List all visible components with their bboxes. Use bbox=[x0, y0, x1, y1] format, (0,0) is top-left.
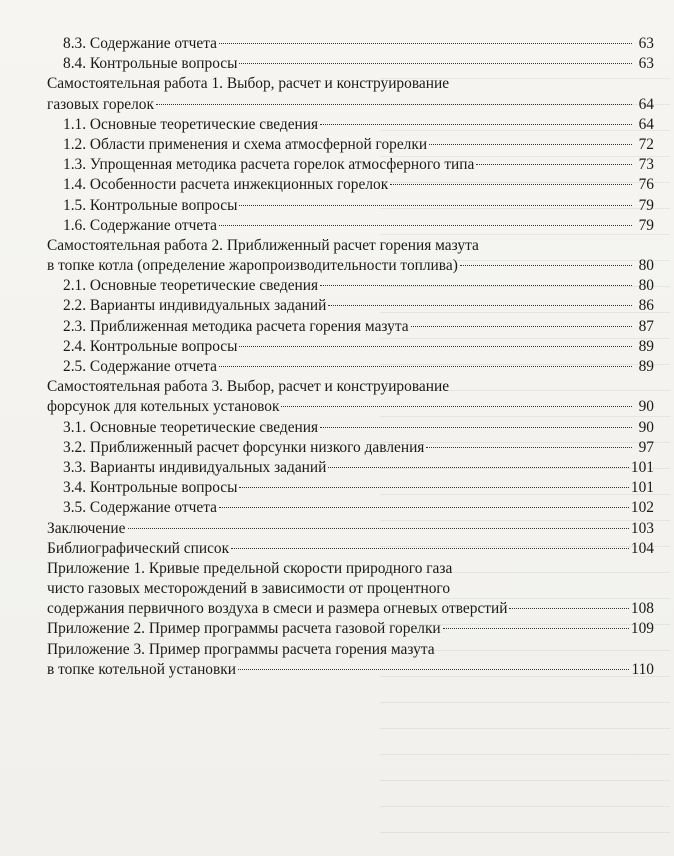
page-number: 76 bbox=[638, 176, 654, 194]
toc-entry-title: 3.1. Основные теоретические сведения bbox=[63, 418, 319, 436]
toc-entry-title-line: Приложение 1. Кривые предельной скорости природного газа bbox=[47, 559, 453, 577]
toc-entry-title: 3.3. Варианты индивидуальных заданий bbox=[63, 458, 327, 476]
toc-row bbox=[47, 196, 654, 216]
toc-entry-title: 2.1. Основные теоретические сведения bbox=[63, 277, 319, 295]
page-number: 80 bbox=[638, 257, 654, 275]
toc-entry bbox=[47, 377, 654, 417]
toc-row bbox=[47, 397, 654, 417]
toc-entry-title: 1.6. Содержание отчета bbox=[63, 216, 217, 234]
toc-entry-title: 2.4. Контрольные вопросы bbox=[63, 337, 238, 355]
toc-entry-title-line: Самостоятельная работа 2. Приближенный расчет горения мазута bbox=[47, 236, 479, 254]
toc-entry-title: в топке котельной установки bbox=[47, 660, 236, 678]
page-number: 101 bbox=[630, 479, 654, 497]
toc-entry-title: 2.5. Содержание отчета bbox=[63, 358, 217, 375]
toc-entry-title: форсунок для котельных установок bbox=[47, 398, 280, 416]
toc-row bbox=[47, 155, 654, 175]
toc-entry bbox=[47, 519, 654, 539]
dot-leader bbox=[219, 507, 629, 508]
toc-row bbox=[47, 619, 654, 639]
toc-entry-title: Заключение bbox=[47, 519, 126, 537]
page-number: 89 bbox=[638, 337, 654, 355]
toc-row bbox=[47, 478, 654, 498]
toc-row bbox=[47, 296, 654, 316]
page-number: 102 bbox=[630, 499, 654, 517]
toc-entry bbox=[47, 640, 654, 680]
toc-entry bbox=[47, 337, 654, 357]
page-number: 109 bbox=[630, 620, 654, 638]
toc-row bbox=[47, 135, 654, 155]
toc-entry-title: 2.2. Варианты индивидуальных заданий bbox=[63, 297, 327, 315]
dot-leader bbox=[320, 124, 632, 125]
dot-leader bbox=[239, 205, 632, 206]
toc-row bbox=[47, 317, 654, 337]
page-number: 79 bbox=[638, 196, 654, 214]
toc-row bbox=[47, 115, 654, 135]
toc-entry bbox=[47, 498, 654, 518]
toc-entry bbox=[47, 236, 654, 276]
toc-entry bbox=[47, 155, 654, 175]
toc-entry-title: содержания первичного воздуха в смеси и размера огневых отверстий bbox=[47, 600, 508, 618]
toc-entry-title-line: Самостоятельная работа 3. Выбор, расчет и конструирование bbox=[47, 378, 450, 396]
page-number: 101 bbox=[630, 458, 654, 476]
toc-row bbox=[47, 276, 654, 296]
dot-leader bbox=[281, 406, 632, 407]
toc-entry-title: 8.3. Содержание отчета bbox=[63, 35, 217, 52]
toc-entry bbox=[47, 74, 654, 114]
toc-entry bbox=[47, 276, 654, 296]
dot-leader bbox=[128, 528, 629, 529]
toc-entry-title: 3.5. Содержание отчета bbox=[63, 499, 217, 517]
toc-entry bbox=[47, 115, 654, 135]
page-number: 103 bbox=[630, 519, 654, 537]
toc-entry bbox=[47, 216, 654, 236]
toc-entry-title: в топке котла (определение жаропроизводительности топлива) bbox=[47, 257, 458, 275]
page-number: 89 bbox=[638, 358, 654, 375]
page-number: 73 bbox=[638, 156, 654, 174]
toc-entry bbox=[47, 196, 654, 216]
toc-row bbox=[47, 34, 654, 54]
toc-entry bbox=[47, 296, 654, 316]
toc-row bbox=[47, 418, 654, 438]
dot-leader bbox=[219, 366, 632, 367]
page-number: 79 bbox=[638, 216, 654, 234]
toc-entry-title: 1.4. Особенности расчета инжекционных горелок bbox=[63, 176, 389, 194]
toc-row bbox=[47, 256, 654, 276]
page-number: 63 bbox=[638, 55, 654, 73]
toc-row bbox=[47, 599, 654, 619]
toc-entry-title-line: Приложение 3. Пример программы расчета горения мазута bbox=[47, 640, 435, 658]
dot-leader bbox=[390, 184, 632, 185]
dot-leader bbox=[239, 63, 632, 64]
dot-leader bbox=[460, 265, 632, 266]
table-of-contents bbox=[47, 34, 654, 680]
dot-leader bbox=[219, 225, 632, 226]
dot-leader bbox=[156, 104, 632, 105]
dot-leader bbox=[231, 548, 629, 549]
toc-row bbox=[47, 357, 654, 377]
toc-entry bbox=[47, 478, 654, 498]
toc-row bbox=[47, 337, 654, 357]
toc-row bbox=[47, 498, 654, 518]
toc-row bbox=[47, 175, 654, 195]
toc-entry-title: 2.3. Приближенная методика расчета горения мазута bbox=[63, 317, 409, 335]
toc-entry bbox=[47, 438, 654, 458]
page-number: 104 bbox=[630, 539, 654, 557]
page-number: 72 bbox=[638, 135, 654, 153]
page-number: 63 bbox=[638, 35, 654, 52]
dot-leader bbox=[443, 628, 629, 629]
toc-row bbox=[47, 458, 654, 478]
toc-entry bbox=[47, 458, 654, 478]
toc-entry bbox=[47, 54, 654, 74]
toc-entry-title: газовых горелок bbox=[47, 95, 154, 113]
toc-entry-title: 8.4. Контрольные вопросы bbox=[63, 55, 238, 73]
toc-entry bbox=[47, 539, 654, 559]
dot-leader bbox=[328, 305, 632, 306]
page-number: 97 bbox=[638, 438, 654, 456]
toc-entry bbox=[47, 135, 654, 155]
dot-leader bbox=[328, 467, 629, 468]
page-number: 86 bbox=[638, 297, 654, 315]
toc-entry bbox=[47, 619, 654, 639]
toc-entry-title-line: Самостоятельная работа 1. Выбор, расчет и конструирование bbox=[47, 75, 450, 93]
dot-leader bbox=[219, 43, 632, 44]
toc-entry-title: 1.1. Основные теоретические сведения bbox=[63, 115, 319, 133]
toc-row bbox=[47, 216, 654, 236]
page-number: 108 bbox=[630, 600, 654, 618]
dot-leader bbox=[429, 144, 632, 145]
dot-leader bbox=[239, 346, 632, 347]
toc-row bbox=[47, 539, 654, 559]
toc-entry-title-line: чисто газовых месторождений в зависимости от процентного bbox=[47, 580, 451, 598]
toc-entry bbox=[47, 418, 654, 438]
toc-entry bbox=[47, 357, 654, 377]
toc-entry bbox=[47, 559, 654, 620]
dot-leader bbox=[239, 487, 628, 488]
dot-leader bbox=[320, 427, 632, 428]
toc-row bbox=[47, 95, 654, 115]
toc-entry-title: 3.4. Контрольные вопросы bbox=[63, 479, 238, 497]
toc-row bbox=[47, 519, 654, 539]
page-number: 80 bbox=[638, 277, 654, 295]
toc-entry-title: 1.3. Упрощенная методика расчета горелок атмосферного типа bbox=[63, 156, 475, 174]
toc-entry bbox=[47, 175, 654, 195]
dot-leader bbox=[426, 447, 632, 448]
page-number: 110 bbox=[631, 660, 654, 678]
toc-row bbox=[47, 438, 654, 458]
toc-row bbox=[47, 660, 654, 680]
dot-leader bbox=[509, 608, 628, 609]
dot-leader bbox=[411, 326, 632, 327]
dot-leader bbox=[476, 164, 632, 165]
page-number: 64 bbox=[638, 115, 654, 133]
toc-row bbox=[47, 54, 654, 74]
dot-leader bbox=[320, 285, 632, 286]
toc-entry-title: 1.2. Области применения и схема атмосферной горелки bbox=[63, 135, 428, 153]
toc-entry-title: 1.5. Контрольные вопросы bbox=[63, 196, 238, 214]
toc-entry-title: 3.2. Приближенный расчет форсунки низкого давления bbox=[63, 438, 425, 456]
page-number: 90 bbox=[638, 418, 654, 436]
page-number: 90 bbox=[638, 398, 654, 416]
toc-entry bbox=[47, 317, 654, 337]
toc-entry bbox=[47, 34, 654, 54]
toc-entry-title: Библиографический список bbox=[47, 539, 230, 557]
dot-leader bbox=[238, 669, 629, 670]
page-number: 64 bbox=[638, 95, 654, 113]
page-number: 87 bbox=[638, 317, 654, 335]
toc-entry-title: Приложение 2. Пример программы расчета газовой горелки bbox=[47, 620, 441, 638]
